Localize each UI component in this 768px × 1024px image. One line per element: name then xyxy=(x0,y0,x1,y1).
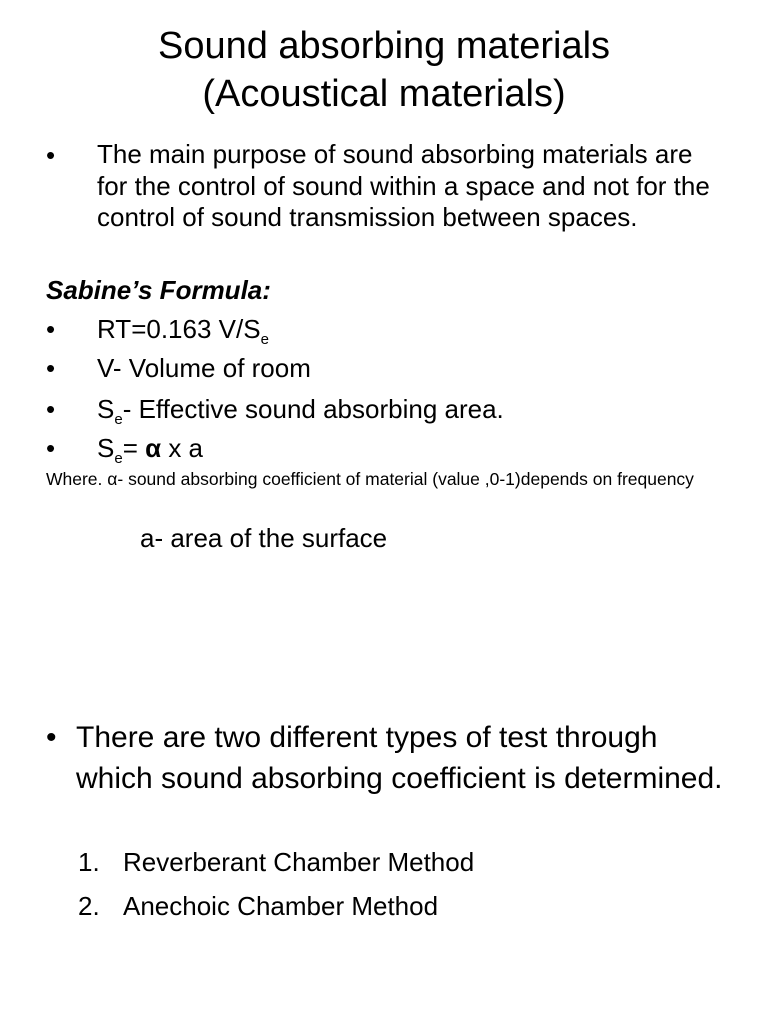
title-line-1: Sound absorbing materials xyxy=(157,25,611,67)
formula-se-sub: e xyxy=(114,411,123,428)
test-text: There are two different types of test through which sound absorbing coefficient is determined. xyxy=(76,721,723,795)
title-line-2: (Acoustical materials) xyxy=(202,73,566,115)
formula-se xyxy=(97,393,504,428)
sabine-heading: Sabine’s Formula: xyxy=(46,275,271,305)
where-note: Where. α- sound absorbing coefficient of material (value ,0-1)depends on frequency xyxy=(46,469,694,489)
formula-se2-eq: = xyxy=(122,433,146,463)
formula-rt-sub: e xyxy=(260,331,269,348)
formula-se2 xyxy=(97,432,204,467)
method-number-1: 1. xyxy=(78,847,100,877)
method-item-2 xyxy=(78,890,438,922)
area-text: a- area of the surface xyxy=(140,523,388,553)
bullet-se: • xyxy=(46,394,56,424)
formula-se2-symbol: S xyxy=(97,433,115,463)
formula-volume: V- Volume of room xyxy=(97,353,311,383)
bullet-purpose: • xyxy=(46,140,56,170)
formula-se-symbol: S xyxy=(97,394,115,424)
bullet-rt: • xyxy=(46,314,56,344)
method-label-1: Reverberant Chamber Method xyxy=(123,847,475,877)
formula-rt-text: RT=0.163 V/S xyxy=(97,314,261,344)
bullet-volume: • xyxy=(46,353,56,383)
slide-title xyxy=(0,22,768,118)
purpose-text: The main purpose of sound absorbing materials are for the control of sound within a space and not for the control of sound transmission between spaces. xyxy=(97,139,710,232)
formula-rt xyxy=(97,313,269,348)
formula-se2-sub: e xyxy=(114,450,123,467)
method-label-2: Anechoic Chamber Method xyxy=(123,891,439,921)
bullet-test: • xyxy=(46,721,57,754)
formula-se2-rest: x a xyxy=(161,433,204,463)
method-number-2: 2. xyxy=(78,891,100,921)
formula-se-text: - Effective sound absorbing area. xyxy=(122,394,504,424)
method-item-1 xyxy=(78,846,474,878)
bullet-se2: • xyxy=(46,433,56,463)
formula-se2-alpha: α xyxy=(145,433,162,463)
